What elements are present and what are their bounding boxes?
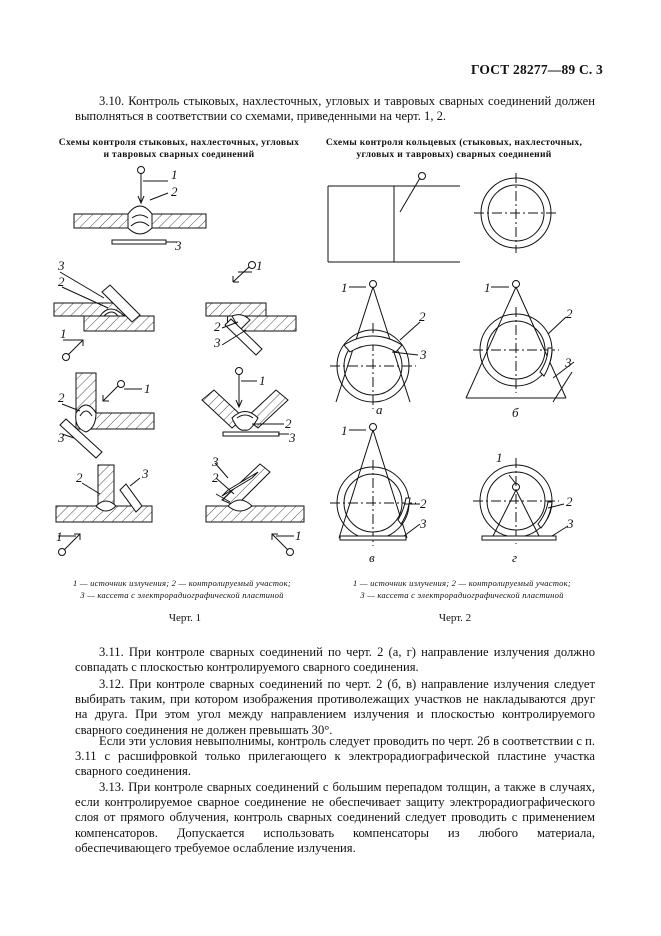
fig1-label-3: 3 <box>214 335 221 350</box>
fig2-label-2: 2 <box>419 309 426 324</box>
fig1-label-2: 2 <box>171 184 178 199</box>
fig2-label-g: г <box>512 550 518 565</box>
fig1-label-2: 2 <box>76 470 83 485</box>
paragraph-3-12: 3.12. При контроле сварных соединений по черт. 2 (б, в) направление излучения следует выбирать таким, при котором изображения противолежащих участков не накладываются друг на друга. При этом угол между направлением излучения и плоскостью контролируемого сварного соединения не должен превышать 30°. <box>75 677 595 737</box>
fig2-label-2: 2 <box>420 496 427 511</box>
scheme-ring-pipe-end <box>474 173 558 253</box>
fig2-label-b: б <box>512 405 519 420</box>
fig2-label-3: 3 <box>565 355 572 370</box>
fig1-label-2: 2 <box>58 390 65 405</box>
figure2-caption: Черт. 2 <box>438 612 472 624</box>
fig1-label-2: 2 <box>214 319 221 334</box>
fig2-label-3: 3 <box>567 516 574 531</box>
radiation-source-icon <box>370 424 377 431</box>
scheme-angled-double <box>202 368 289 437</box>
fig1-label-2: 2 <box>285 416 292 431</box>
fig2-label-v: в <box>369 550 375 565</box>
page-header: ГОСТ 28277—89 С. 3 <box>470 62 603 77</box>
scheme-tee <box>56 465 152 556</box>
fig1-label-1: 1 <box>256 258 263 273</box>
fig1-label-1: 1 <box>56 529 63 544</box>
scheme-tee-angled <box>206 463 304 556</box>
fig2-label-1: 1 <box>484 280 491 295</box>
fig2-label-3: 3 <box>420 516 427 531</box>
fig1-label-3: 3 <box>175 238 182 253</box>
scheme-corner <box>60 373 154 458</box>
fig1-label-3: 3 <box>58 258 65 273</box>
fig2-label-a: а <box>376 402 383 417</box>
radiation-source-icon <box>118 381 125 388</box>
figure2-title: Схемы контроля кольцевых (стыковых, нахлесточных, угловых и тавровых) сварных соединений <box>325 137 583 160</box>
scheme-ring-a <box>330 281 420 410</box>
fig2-label-1: 1 <box>496 450 503 465</box>
fig2-label-2: 2 <box>566 494 573 509</box>
scheme-ring-v <box>330 424 420 547</box>
radiation-source-icon <box>138 167 145 174</box>
paragraph-3-10: 3.10. Контроль стыковых, нахлесточных, угловых и тавровых сварных соединений должен выполняться в соответствии со схемами, приведенными на черт. 1, 2. <box>75 94 595 124</box>
fig1-label-1: 1 <box>259 373 266 388</box>
paragraph-3-11: 3.11. При контроле сварных соединений по черт. 2 (а, г) направление излучения должно совпадать с плоскостью контролируемого сварного соединения. <box>75 645 595 675</box>
scheme-butt-joint <box>74 167 206 245</box>
fig1-label-1: 1 <box>60 326 67 341</box>
fig1-label-1: 1 <box>144 381 151 396</box>
scheme-ring-b <box>466 281 574 403</box>
figure1-title: Схемы контроля стыковых, нахлесточных, угловых и тавровых сварных соединений <box>58 137 300 160</box>
fig2-label-1: 1 <box>341 423 348 438</box>
radiation-source-icon <box>236 368 243 375</box>
radiation-source-icon <box>370 281 377 288</box>
paragraph-3-13: 3.13. При контроле сварных соединений с большим перепадом толщин, а также в случаях, если контролируемое сварное соединение не обеспечивает защиту электрорадиографического слоя от прямого облучения, контроль сварных соединений следует проводить с применением компенсаторов. Допускается использовать компенсаторы из любого материала, обеспечивающего требуемое ослабление излучения. <box>75 780 595 855</box>
fig1-label-3: 3 <box>212 454 219 469</box>
fig1-label-1: 1 <box>171 167 178 182</box>
scheme-lap-left <box>54 272 154 361</box>
fig1-label-2: 2 <box>212 470 219 485</box>
radiation-source-icon <box>513 281 520 288</box>
figure2-legend: 1 — источник излучения; 2 — контролируемый участок; 3 — кассета с электрорадиографической пластиной <box>353 578 571 600</box>
fig1-label-2: 2 <box>58 274 65 289</box>
fig2-label-3: 3 <box>420 347 427 362</box>
figure1-legend: 1 — источник излучения; 2 — контролируемый участок; 3 — кассета с электрорадиографической пластиной <box>73 578 291 600</box>
fig1-label-3: 3 <box>142 466 149 481</box>
radiation-source-icon <box>249 262 256 269</box>
fig1-label-3: 3 <box>58 430 65 445</box>
paragraph-3-12-continued: Если эти условия невыполнимы, контроль следует проводить по черт. 2б в соответствии с п. 3.11 с расшифровкой только прилегающего к электрорадиографической пластине участка сварного соединения. <box>75 734 595 779</box>
fig2-label-1: 1 <box>341 280 348 295</box>
fig1-label-1: 1 <box>295 528 302 543</box>
figure1-caption: Черт. 1 <box>168 612 202 624</box>
fig2-label-2: 2 <box>566 306 573 321</box>
scheme-ring-g <box>473 458 568 544</box>
fig1-label-3: 3 <box>289 430 296 445</box>
radiation-source-icon <box>419 173 426 180</box>
scheme-ring-pipe-side <box>328 173 460 263</box>
